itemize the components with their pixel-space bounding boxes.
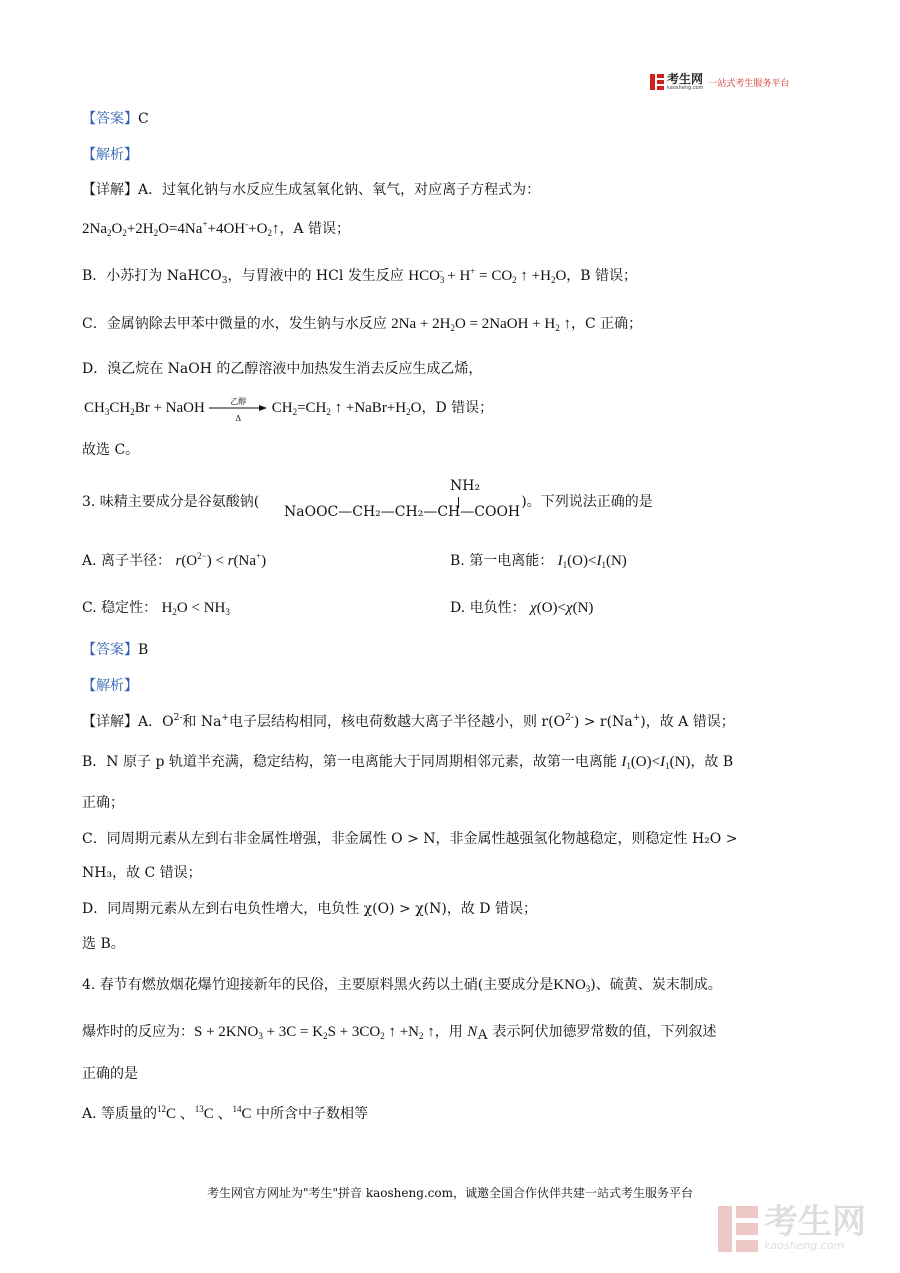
watermark [718, 1202, 866, 1252]
q3-option-a: A. 离子半径： $r(O^{2-}) < r(Na^+)$ [82, 551, 267, 569]
footer-text: 考生网官方网址为"考生"拼音 kaosheng.com，诚邀全国合作伙伴共建一站式考生服务平台 [206, 1186, 694, 1200]
q3-conclusion: 选 B。 [82, 936, 125, 952]
glutamate-structure [284, 478, 554, 528]
q3-answer: 【答案】B [82, 642, 149, 658]
q4-option-a: A. 等质量的$^{12}$C 、$^{13}$C 、$^{14}$C 中所含中子数相等 [82, 1104, 369, 1122]
reaction-arrow-icon: 乙醇 Δ [209, 398, 267, 418]
q3-detail-c-line2: NH₃，故 C 错误； [82, 865, 202, 881]
q3-detail-d: D．同周期元素从左到右电负性增大，电负性 χ(O) > χ(N)，故 D 错误； [82, 901, 537, 917]
q3-option-c: C. 稳定性： $H_2O < NH_3$ [82, 600, 230, 617]
struct-nh2: NH₂ [450, 478, 481, 494]
q2-conclusion: 故选 C。 [82, 442, 140, 458]
q3-detail-a: 【详解】A．$O^{2-}$和 Na+电子层结构相同，核电荷数越大离子半径越小，则 $r(O^{2-}) > r(Na^+)$，故 A 错误； [82, 713, 735, 730]
brand-url: kaosheng.com [667, 85, 704, 91]
q3-detail-b: B．N 原子 p 轨道半充满，稳定结构，第一电离能大于同周期相邻元素，故第一电离能 $I_1(O)<I_1(N)$，故 B [82, 754, 734, 771]
brand-logo-icon [650, 74, 664, 90]
struct-chain: NaOOC—CH₂—CH₂—CH—COOH [284, 504, 521, 520]
q4-stem-line2: 爆炸时的反应为：$S + 2KNO_3 + 3C = K_2S + 3CO_2$ ↑ $+N_2$ ↑，用 $N_A$ 表示阿伏加德罗常数的值，下列叙述 [82, 1024, 717, 1043]
q2-detail-b: B．小苏打为 NaHCO$_3$，与胃液中的 HCl 发生反应 $HCO_3^- + H^+ = CO_2$ ↑ $+H_2O$，B 错误； [82, 266, 638, 286]
q2-answer: 【答案】C [82, 111, 149, 127]
header-brand [650, 70, 789, 94]
answer-tag: 【答案】 [82, 111, 138, 127]
q3-option-b: B. 第一电离能： $I_1(O)<I_1(N)$ [450, 553, 627, 570]
q4-stem-line1: 4. 春节有燃放烟花爆竹迎接新年的民俗，主要原料黑火药以土硝(主要成分是$KNO_3$)、硫黄、炭末制成。 [82, 977, 722, 994]
q3-stem: 3. 味精主要成分是谷氨酸钠( )。下列说法正确的是 [82, 494, 653, 510]
watermark-url: kaosheng.com [764, 1239, 845, 1252]
q2-equation-a: $2Na_2O_2+2H_2O=4Na^++4OH^-+O_2↑$，A 错误； [82, 219, 350, 238]
q3-detail-c: C．同周期元素从左到右非金属性增强，非金属性 O > N，非金属性越强氢化物越稳定，则稳定性 H₂O > [82, 831, 738, 847]
q2-equation-d: $CH_3CH_2Br$ + NaOH 乙醇 Δ $CH_2=CH_2$ ↑ $+NaBr+H_2O$，D 错误； [84, 397, 494, 423]
q2-analysis-tag: 【解析】 [82, 147, 138, 163]
brand-slogan: 一站式考生服务平台 [708, 78, 790, 89]
brand-name: 考生网 [667, 72, 704, 86]
q2-detail-d: D．溴乙烷在 NaOH 的乙醇溶液中加热发生消去反应生成乙烯， [82, 361, 483, 377]
watermark-name: 考生网 [764, 1202, 866, 1242]
watermark-logo-icon [718, 1206, 758, 1252]
q4-stem-line3: 正确的是 [82, 1066, 138, 1082]
q2-detail-c: C．金属钠除去甲苯中微量的水，发生钠与水反应 $2Na + 2H_2O$ = 2NaOH + $H_2$ ↑，C 正确； [82, 316, 643, 333]
q3-detail-b-line2: 正确； [82, 795, 124, 811]
q2-detail-a: 【详解】A．过氧化钠与水反应生成氢氧化钠、氧气，对应离子方程式为： [82, 182, 541, 198]
q3-analysis-tag: 【解析】 [82, 678, 138, 694]
q3-option-d: D. 电负性： χ(O)<χ(N) [450, 600, 594, 616]
